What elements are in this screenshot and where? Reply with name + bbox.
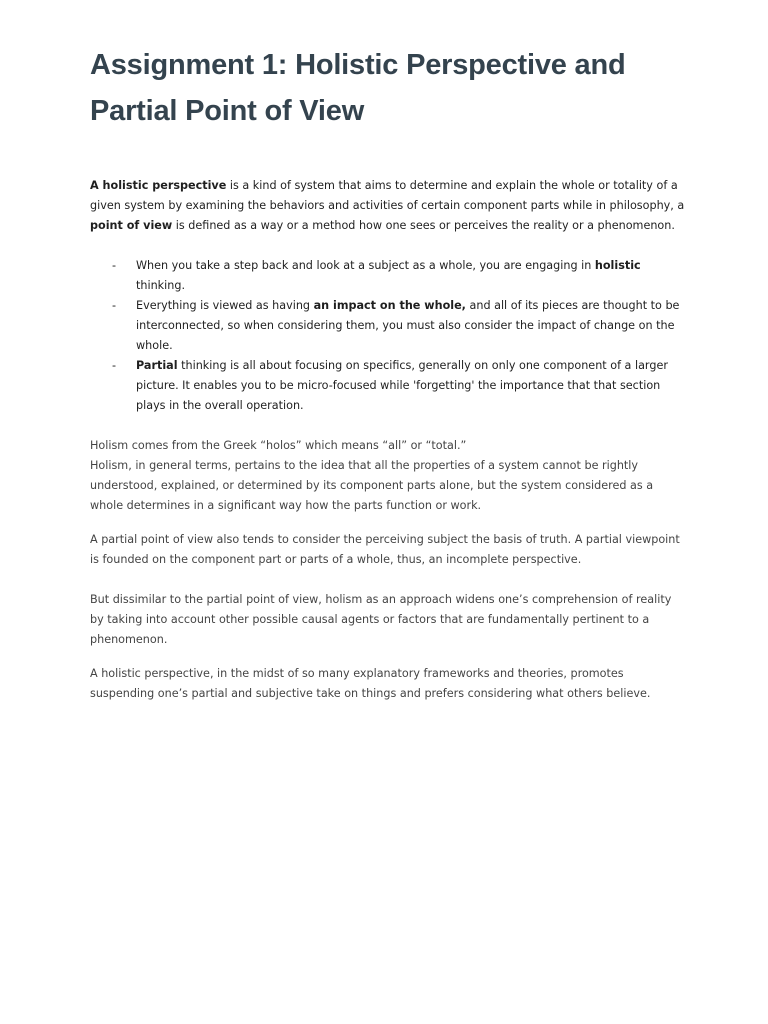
item1-bold: holistic bbox=[594, 259, 641, 272]
item3-text-3: plays in the overall operation. bbox=[136, 399, 304, 412]
title-line-1: Assignment 1: Holistic Perspective and bbox=[90, 49, 626, 81]
p4-line-2: by taking into account other possible causal agents or factors that are fundamentally pertinent to a bbox=[90, 613, 650, 626]
p3-line-2: is founded on the component part or parts of a whole, thus, an incomplete perspective. bbox=[90, 553, 582, 566]
p3-line-1: A partial point of view also tends to consider the perceiving subject the basis of truth. A partial viewpoint bbox=[90, 533, 680, 546]
p2-line-2: Holism, in general terms, pertains to the idea that all the properties of a system cannot be rightly bbox=[90, 459, 639, 472]
intro-text-3: is defined as a way or a method how one sees or perceives the reality or a phenomenon. bbox=[172, 219, 675, 232]
item3-bold: Partial bbox=[136, 359, 178, 372]
list-item bbox=[90, 356, 690, 416]
p5-line-1: A holistic perspective, in the midst of so many explanatory frameworks and theories, promotes bbox=[90, 667, 624, 680]
bullet-list bbox=[90, 256, 690, 416]
item2-text-3: interconnected, so when considering them, you must also consider the impact of change on the bbox=[136, 319, 675, 332]
item2-text-2: and all of its pieces are thought to be bbox=[465, 299, 680, 312]
intro-line-2: given system by examining the behaviors and activities of certain component parts while in philosophy, a bbox=[90, 199, 685, 212]
title-line-2: Partial Point of View bbox=[90, 95, 365, 127]
intro-bold-term-1: A holistic perspective bbox=[90, 179, 227, 192]
item2-text-4: whole. bbox=[136, 339, 173, 352]
list-dash: - bbox=[112, 299, 117, 312]
intro-line-3 bbox=[90, 216, 690, 236]
list-item bbox=[90, 296, 690, 356]
item2-bold: an impact on the whole, bbox=[313, 299, 466, 312]
conclusion-paragraph bbox=[90, 664, 690, 704]
p5-line-2: suspending one’s partial and subjective take on things and prefers considering what others believe. bbox=[90, 687, 651, 700]
list-item-2-line-1 bbox=[136, 296, 690, 316]
p2-line-1: Holism comes from the Greek “holos” which means “all” or “total.” bbox=[90, 439, 467, 452]
item2-text-1: Everything is viewed as having bbox=[136, 299, 314, 312]
item3-text-1: thinking is all about focusing on specifics, generally on only one component of a larger bbox=[177, 359, 668, 372]
list-dash: - bbox=[112, 359, 117, 372]
item3-text-2: picture. It enables you to be micro-focused while 'forgetting' the importance that that section bbox=[136, 379, 661, 392]
list-item-3-line-1 bbox=[136, 356, 690, 376]
p4-line-3: phenomenon. bbox=[90, 633, 168, 646]
p4-line-1: But dissimilar to the partial point of view, holism as an approach widens one’s comprehension of reality bbox=[90, 593, 672, 606]
partial-view-paragraph bbox=[90, 530, 690, 570]
intro-line-1 bbox=[90, 176, 690, 196]
item1-text-1: When you take a step back and look at a subject as a whole, you are engaging in bbox=[136, 259, 595, 272]
dissimilar-paragraph bbox=[90, 590, 690, 650]
intro-bold-term-2: point of view bbox=[90, 219, 173, 232]
item1-text-2: thinking. bbox=[136, 279, 186, 292]
list-item-1-line-1 bbox=[136, 256, 690, 276]
p2-line-3: understood, explained, or determined by its component parts alone, but the system considered as a bbox=[90, 479, 654, 492]
page-title bbox=[90, 42, 690, 134]
list-dash: - bbox=[112, 259, 117, 272]
p2-line-4: whole determines in a significant way how the parts function or work. bbox=[90, 499, 482, 512]
intro-paragraph bbox=[90, 176, 690, 236]
holism-paragraph bbox=[90, 436, 690, 516]
intro-text-1: is a kind of system that aims to determine and explain the whole or totality of a bbox=[226, 179, 678, 192]
list-item bbox=[90, 256, 690, 296]
